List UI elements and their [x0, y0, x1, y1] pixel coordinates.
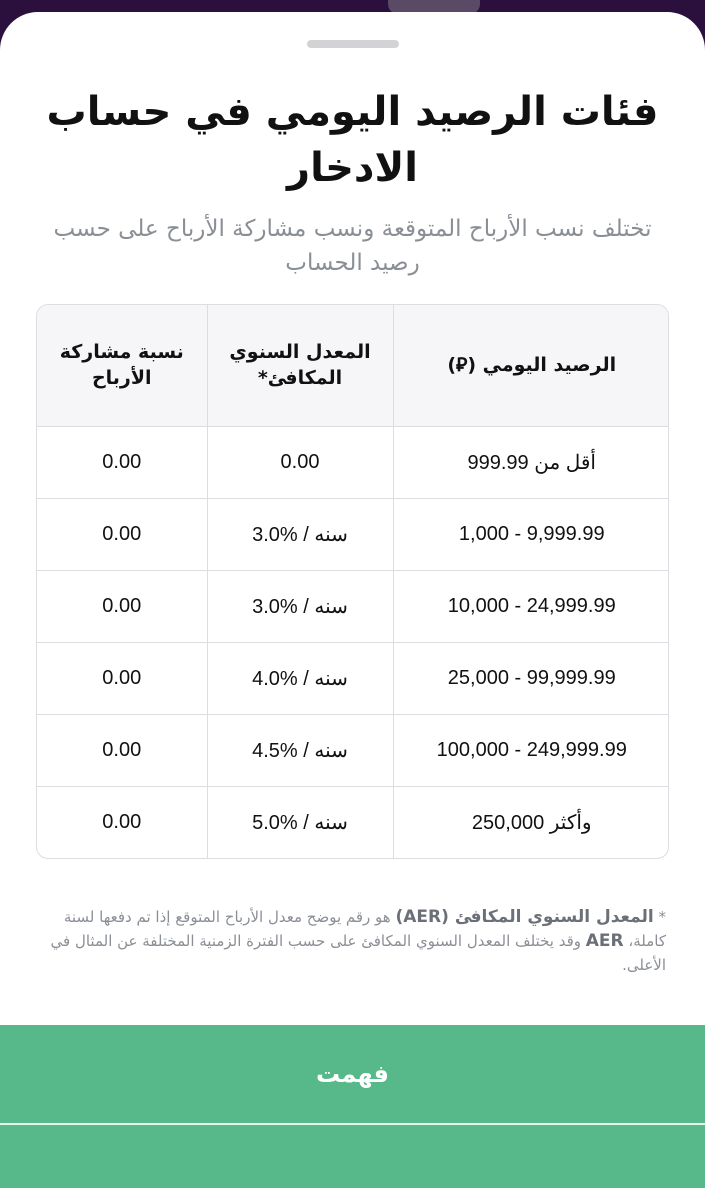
cell-aer: 4.0% / سنه — [207, 642, 393, 714]
cell-balance: 10,000 - 24,999.99 — [393, 570, 669, 642]
cell-share: 0.00 — [102, 810, 142, 833]
footnote-star: * — [653, 908, 666, 926]
table-header-row — [37, 305, 669, 426]
footnote-text-2: وقد يختلف المعدل السنوي المكافئ على حسب الفترة الزمنية المختلفة عن المثال في الأعلى. — [50, 932, 666, 974]
got-it-button[interactable]: فهمت — [0, 1025, 705, 1123]
table-row — [37, 570, 669, 642]
cell-balance: 1,000 - 9,999.99 — [393, 498, 669, 570]
table-row — [37, 714, 669, 786]
header-daily-balance: الرصيد اليومي (⃁) — [393, 305, 669, 426]
bottom-sheet — [0, 12, 705, 1200]
cell-aer: 0.00 — [207, 426, 393, 498]
cell-share: 0.00 — [37, 498, 207, 570]
cell-share: 0.00 — [37, 714, 207, 786]
cell-aer: 3.0% / سنه — [207, 498, 393, 570]
cell-balance: 25,000 - 99,999.99 — [393, 642, 669, 714]
sheet-title: فئات الرصيد اليومي في حساب الادخار — [46, 89, 659, 191]
drag-handle[interactable] — [307, 40, 399, 48]
table-row — [37, 426, 669, 498]
footnote-aer: AER — [585, 931, 624, 951]
cell-aer: 3.0% / سنه — [207, 570, 393, 642]
cell-balance: أقل من 999.99 — [393, 426, 669, 498]
footnote-text-1: هو رقم يوضح معدل الأرباح المتوقع إذا تم دفعها لسنة كاملة، — [63, 908, 666, 950]
table-row — [37, 642, 669, 714]
table-row — [37, 786, 669, 858]
cell-share: 0.00 — [37, 642, 207, 714]
table-row — [37, 498, 669, 570]
cell-share: 0.00 — [37, 570, 207, 642]
header-profit-share: نسبة مشاركة الأرباح — [37, 305, 207, 426]
cell-balance: 250,000 وأكثر — [393, 786, 669, 858]
cell-balance: 100,000 - 249,999.99 — [393, 714, 669, 786]
balance-tiers-table — [36, 304, 669, 859]
cell-aer: 5.0% / سنه — [207, 786, 393, 858]
cell-aer: 4.5% / سنه — [207, 714, 393, 786]
cell-share: 0.00 — [37, 426, 207, 498]
bottom-bar — [0, 1125, 705, 1188]
header-aer: المعدل السنوي المكافئ* — [207, 305, 393, 426]
footnote-term: المعدل السنوي المكافئ (AER) — [395, 907, 654, 927]
sheet-subtitle: تختلف نسب الأرباح المتوقعة ونسب مشاركة الأرباح على حسب رصيد الحساب — [53, 216, 652, 276]
aer-footnote — [36, 905, 666, 977]
